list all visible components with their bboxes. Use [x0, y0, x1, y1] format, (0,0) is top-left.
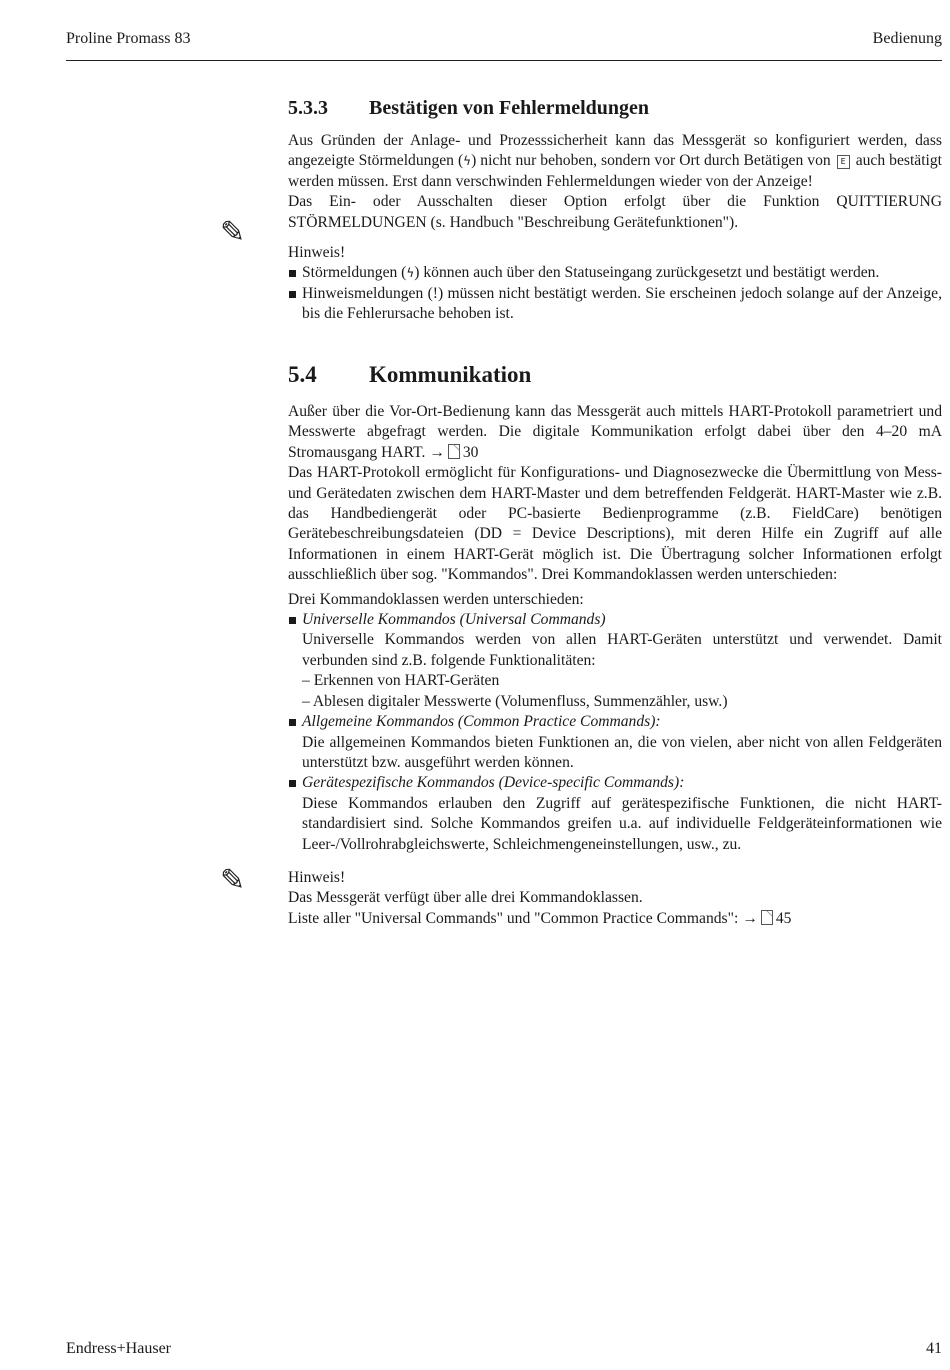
note-label: Hinweis! [288, 869, 346, 886]
footer-company: Endress+Hauser [66, 1340, 171, 1357]
paragraph: Das HART-Protokoll ermöglicht für Konfigurations- und Diagnosezwecke die Übermittlung von Mess- und Gerätedaten zwischen dem HART-Master und dem betreffenden Feldgerät. HART-Master wie z.B. das Handbediengerät oder PC-basierte Bedienprogramme (z.B. FieldCare) benötigen Gerätebeschreibungsdateien (DD = Device Descriptions), mit deren Hilfe ein Zugriff auf alle Informationen in einem HART-Gerät möglich ist. Die Übertragung solcher Informationen erfolgt ausschließlich über sog. "Kommandos". Drei Kommandoklassen werden unterschieden: [288, 464, 942, 584]
note-line: Das Messgerät verfügt über alle drei Kommandoklassen. [288, 889, 643, 907]
class-title: Gerätespezifische Kommandos (Device-specific Commands): [302, 774, 685, 792]
class-text: Universelle Kommandos werden von allen HART-Geräten unterstützt und verwendet. Damit verbunden sind z.B. folgende Funktionalitäten: [302, 631, 942, 669]
section-5-3-3-body [288, 131, 942, 233]
arrow-icon: → [742, 909, 758, 927]
class-text: Die allgemeinen Kommandos bieten Funktionen an, die von vielen, aber nicht von allen Feldgeräten unterstützt bzw. ausgeführt werden können. [302, 733, 942, 771]
command-class-list [288, 610, 942, 855]
pencil-note-icon: ✎ [220, 864, 246, 897]
lightning-icon: ϟ [406, 266, 415, 281]
dash-item: – Erkennen von HART-Geräten [302, 672, 500, 690]
class-title: Universelle Kommandos (Universal Commands) [302, 611, 606, 629]
paragraph: Das Ein- oder Ausschalten dieser Option erfolgt über die Funktion QUITTIERUNG STÖRMELDUNGEN (s. Handbuch "Beschreibung Gerätefunktionen"). [288, 193, 942, 231]
note-block [288, 868, 942, 929]
page-ref-icon [448, 444, 460, 459]
section-5-4-body [288, 402, 942, 855]
note-block [288, 243, 942, 325]
header-chapter: Bedienung [872, 30, 942, 47]
section-title: Bestätigen von Fehlermeldungen [369, 97, 649, 119]
section-heading-5-4 [288, 362, 531, 388]
page-ref-icon [761, 910, 773, 925]
section-title: Kommunikation [369, 362, 532, 387]
note-line: Liste aller "Universal Commands" und "Common Practice Commands": → 45 [288, 909, 792, 927]
class-title: Allgemeine Kommandos (Common Practice Commands): [302, 713, 661, 731]
dash-item: – Ablesen digitaler Messwerte (Volumenfluss, Summenzähler, usw.) [302, 692, 728, 710]
header-product: Proline Promass 83 [66, 30, 191, 47]
list-item [288, 712, 942, 773]
note-list [288, 263, 942, 324]
page-ref: 30 [462, 443, 479, 461]
section-number: 5.3.3 [288, 97, 328, 119]
enter-key-icon: E [837, 155, 850, 169]
arrow-icon: → [429, 443, 445, 461]
lightning-icon: ϟ [463, 154, 472, 169]
paragraph: Außer über die Vor-Ort-Bedienung kann das Messgerät auch mittels HART-Protokoll parametriert und Messwerte abgefragt werden. Die digitale Kommunikation erfolgt dabei über den 4–20 mA Stromausgang HART. → 30 [288, 403, 942, 461]
list-item: Störmeldungen (ϟ) können auch über den Statuseingang zurückgesetzt und bestätigt werden. [288, 263, 942, 283]
page-ref: 45 [775, 909, 792, 927]
list-item [288, 773, 942, 855]
list-item: Hinweismeldungen (!) müssen nicht bestätigt werden. Sie erscheinen jedoch solange auf der Anzeige, bis die Fehlerursache behoben ist. [288, 284, 942, 325]
note-label: Hinweis! [288, 244, 346, 261]
section-number: 5.4 [288, 362, 317, 387]
pencil-note-icon: ✎ [220, 216, 246, 249]
header-rule [66, 60, 942, 61]
paragraph: Aus Gründen der Anlage- und Prozesssicherheit kann das Messgerät so konfiguriert werden, dass angezeigte Störmeldungen (ϟ) nicht nur behoben, sondern vor Ort durch Betätigen von E auch bestätigt werden müssen. Erst dann verschwinden Fehlermeldungen wieder von der Anzeige! [288, 132, 943, 190]
footer-page-number: 41 [926, 1340, 942, 1357]
list-item [288, 610, 942, 712]
paragraph: Drei Kommandoklassen werden unterschieden: [288, 590, 584, 608]
section-heading-5-3-3 [288, 97, 649, 120]
class-text: Diese Kommandos erlauben den Zugriff auf gerätespezifische Funktionen, die nicht HART-standardisiert sind. Solche Kommandos greifen u.a. auf individuelle Feldgeräteinformationen wie Leer-/Vollrohrabgleichswerte, Schleichmengeneinstellungen, usw., zu. [302, 794, 942, 853]
